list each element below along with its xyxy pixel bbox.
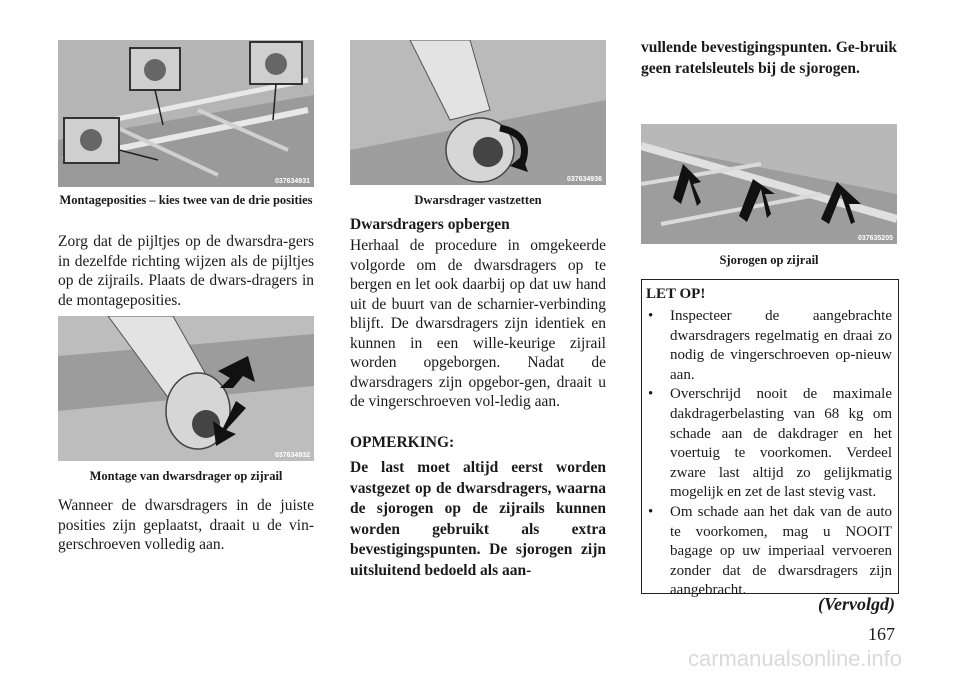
figure-caption: Dwarsdrager vastzetten [414,193,542,207]
figure-mounting-positions [58,40,314,187]
note-text: De last moet altijd eerst worden vastgezet op de dwarsdragers, waarna de sjorogen op de zijrails kunnen worden gebruikt als extra bevestigingspunten. De sjorogen zijn uitsluitend bedoeld als aan- [350,459,606,579]
figure-caption: Montage van dwarsdrager op zijrail [89,469,283,483]
figure-code: 037634931 [274,178,310,185]
bullet-icon: • [648,308,654,324]
roof-rack-illustration [58,40,314,187]
watermark: carmanualsonline.info [688,646,903,671]
figure-tie-down-loops [641,124,897,244]
figure-code: 037634936 [566,176,602,183]
storage-paragraph: Herhaal de procedure in omgekeerde volgorde om de dwarsdragers op te bergen en let ook daarbij op dat uw hand uit de buurt van de scharnier-verbinding blijft. De dwarsdragers zijn identiek en kunnen in een wille-keurige zijrail worden opgeborgen. Nadat de dwarsdragers zijn opgebor-gen, draait u de vingerschroeven vol-ledig aan. [350,237,606,410]
warning-title: LET OP! [646,286,706,302]
warning-box [641,279,899,599]
warning-item [646,307,892,385]
instruction-paragraph: Zorg dat de pijltjes op de dwarsdra-gers in dezelfde richting wijzen als de pijltjes op de zijrails. Plaats de dwars-dragers in de montageposities. [58,233,314,309]
figure-caption: Montageposities – kies twee van de drie posities [59,193,313,207]
crossbar-mount-illustration [58,316,314,461]
note-label: OPMERKING: [350,434,455,451]
bullet-icon: • [648,503,654,520]
warning-item-text: Overschrijd nooit de maximale dakdragerbelasting van 68 kg om schade aan de dakdrager en het voertuig te voorkomen. Verdeel zware last altijd zo gelijkmatig mogelijk en zet de last stevig vast. [670,386,892,501]
note-continuation: vullende bevestigingspunten. Ge-bruik geen ratelsleutels bij de sjorogen. [641,39,897,77]
page-number: 167 [868,624,895,644]
figure-secure-crossbar [350,40,606,185]
figure-crossbar-mounting [58,316,314,461]
instruction-paragraph: Wanneer de dwarsdragers in de juiste posities zijn geplaatst, draait u de vin-gerschroeven volledig aan. [58,497,314,553]
warning-item [646,385,892,503]
figure-code: 037635205 [857,235,893,242]
bullet-icon: • [648,386,654,403]
warning-item-text: Inspecteer de aangebrachte dwarsdragers regelmatig en draai zo nodig de vingerschroeven op-nieuw aan. [670,308,892,383]
warning-item-text: Om schade aan het dak van de auto te voorkomen, mag u NOOIT bagage op uw imperiaal vervoeren zonder dat de dwarsdragers zijn aangebracht. [670,503,892,599]
continued-label: (Vervolgd) [818,594,895,614]
warning-list [646,307,892,601]
figure-caption: Sjorogen op zijrail [719,253,819,267]
crossbar-secure-illustration [350,40,606,185]
figure-code: 037634932 [274,452,310,459]
section-heading: Dwarsdragers opbergen [350,216,510,233]
side-rail-illustration [641,124,897,244]
warning-item [646,503,892,601]
